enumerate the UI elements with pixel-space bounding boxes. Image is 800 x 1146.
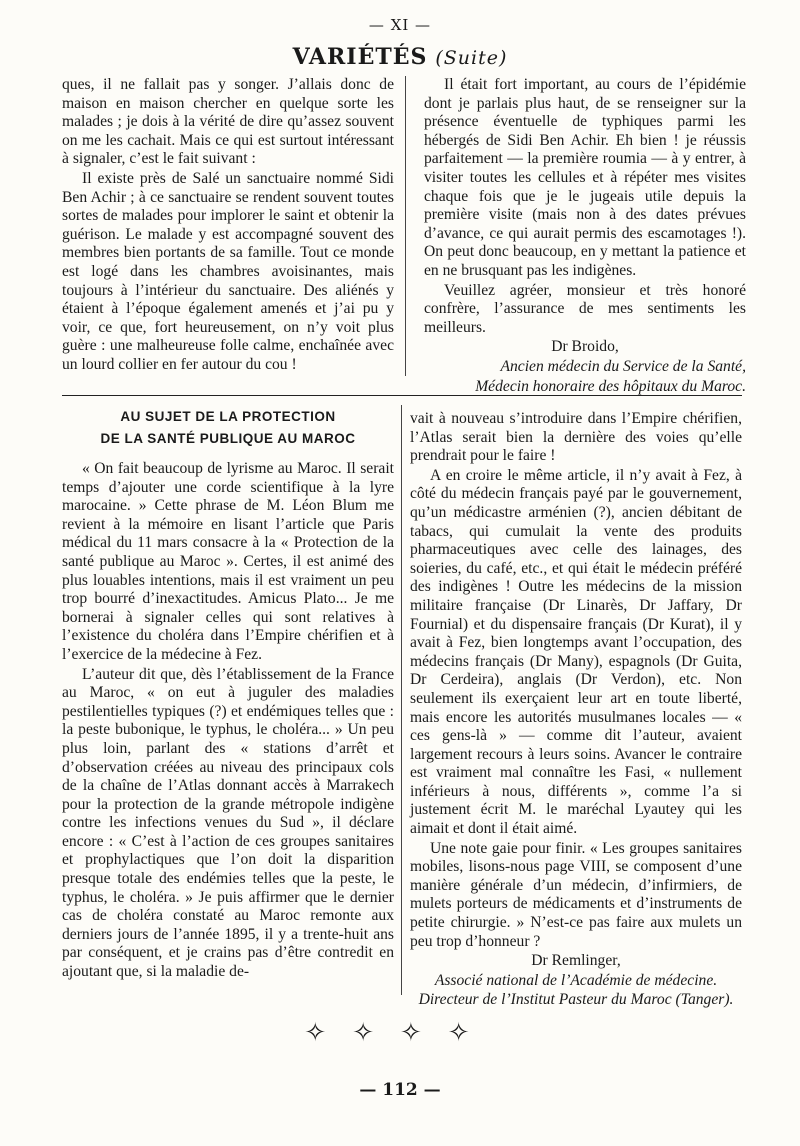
section-heading bbox=[0, 44, 800, 70]
horizontal-rule bbox=[62, 395, 742, 396]
column-divider bbox=[405, 76, 406, 376]
paragraph: ques, il ne fallait pas y songer. J’allais donc de maison en maison chercher en quelque sorte les malades ; je dois à la vérité de dire qu’assez souvent on me les cachait. Mais ce qui est surtout intéressant à signaler, c’est le fait suivant : bbox=[62, 76, 394, 168]
signature-title: Directeur de l’Institut Pasteur du Maroc (Tanger). bbox=[418, 991, 734, 1009]
paragraph: Veuillez agréer, monsieur et très honoré confrère, l’assurance de mes sentiments les meilleurs. bbox=[424, 281, 746, 336]
paragraph: vait à nouveau s’introduire dans l’Empire chérifien, l’Atlas serait bien la dernière des voies qu’elle prendrait pour le faire ! bbox=[410, 410, 742, 465]
signature: Dr Remlinger, bbox=[531, 952, 621, 970]
page-number: — 112 — bbox=[359, 1080, 441, 1100]
ornament-divider: ✧✧✧✧ bbox=[304, 1018, 496, 1048]
paragraph: « On fait beaucoup de lyrisme au Maroc. Il serait temps d’ajouter une corde scientifique à la lyre marocaine. » Cette phrase de M. Léon Blum me revient à la mémoire en lisant l’article que Paris médical du 11 mars consacre à la « Protection de la santé publique au Maroc ». Certes, il est animé des plus louables intentions, mais il est vraiment un peu trop bourré d’inexactitudes. Amicus Plato... Je me bornerai à signaler celles qui sont relatives à l’existence du choléra dans l’Empire chérifien et à l’exercice de la médecine à Fez. bbox=[62, 460, 394, 663]
paragraph: A en croire le même article, il n’y avait à Fez, à côté du médecin français payé par le gouvernement, qu’un médicastre arménien (?), ancien débitant de tabacs, qui cumulait la vente des produits pharmaceutiques avec celle des lainages, des soieries, du café, etc., et qui était le médecin préféré des indigènes ! Outre les médecins de la mission militaire française (Dr Linarès, Dr Jaffary, Dr Fournial) et du dispensaire français (Dr Kurat), il y avait à Fez, bien longtemps avant l’occupation, des médecins français (Dr Many), espagnols (Dr Guita, Dr Cerdeira), anglais (Dr Verdon), etc. Non seulement ils exerçaient leur art en toute liberté, mais encore les autorités musulmanes locales — « ces gens-là » — comme dit l’auteur, avaient largement recours à leurs soins. Avancer le contraire est vraiment mal connaître les Fasi, « nullement inférieurs à nous, différents », comme l’a si justement écrit M. le maréchal Lyautey qui les aimait et dont il était aimé. bbox=[410, 466, 742, 838]
heading-suite: (Suite) bbox=[435, 47, 508, 69]
article-title-line: AU SUJET DE LA PROTECTION bbox=[120, 409, 336, 424]
signature-title: Ancien médecin du Service de la Santé, bbox=[500, 357, 746, 375]
paragraph: Il existe près de Salé un sanctuaire nommé Sidi Ben Achir ; à ce sanctuaire se rendent souvent toutes sortes de malades pour implorer le saint et obtenir la guérison. Le malade y est accompagné souvent des membres bien portants de sa famille. Tout ce monde est logé dans les chambres avoisinantes, mais toujours à l’intérieur du sanctuaire. Des aliénés y étaient à l’époque également amenés et j’ai pu y voir, ce que, fort heureusement, on n’y voit plus guère : une malheureuse folle calme, enchaînée avec un lourd collier en fer autour du cou ! bbox=[62, 169, 394, 373]
heading-title: VARIÉTÉS bbox=[292, 44, 428, 70]
article-title bbox=[62, 406, 394, 450]
paragraph: L’auteur dit que, dès l’établissement de la France au Maroc, « on eut à juguler des maladies pestilentielles typiques (?) et endémiques telles que : la peste bubonique, le typhus, le choléra... » Un peu plus loin, parlant des « stations d’arrêt et d’observation créées au niveau des principaux cols de la chaîne de l’Atlas donnant accès à Marrakech pour la protection de la grande métropole indigène contre les infections venues du Sud », il déclare encore : « C’est à l’action de ces groupes sanitaires et prophylactiques que l’on doit la disparition presque totale des endémies telles que la peste, le typhus, le choléra. » Je puis affirmer que le dernier cas de choléra constaté au Maroc remonte aux derniers jours de l’année 1895, il y a trente-huit ans par conséquent, et je crains pas d’être contredit en ajoutant que, si la maladie de- bbox=[62, 665, 394, 981]
roman-page-number: — XI — bbox=[368, 16, 432, 34]
paragraph: Une note gaie pour finir. « Les groupes sanitaires mobiles, lisons-nous page VIII, se composent d’une manière générale d’un médecin, d’infirmiers, de mulets porteurs de médicaments et d’instruments de petite chirurgie. » N’est-ce pas faire aux mulets un peu trop d’honneur ? bbox=[410, 839, 742, 950]
article-right-column bbox=[410, 410, 742, 1011]
top-right-column bbox=[424, 76, 746, 397]
article-title-line: DE LA SANTÉ PUBLIQUE AU MAROC bbox=[100, 431, 356, 446]
signature-title: Médecin honoraire des hôpitaux du Maroc. bbox=[475, 377, 746, 395]
paragraph: Il était fort important, au cours de l’épidémie dont je parlais plus haut, de se renseigner sur la présence éventuelle de typhiques parmi les hébergés de Sidi Ben Achir. Eh bien ! je réussis parfaitement — la première roumia — à y entrer, à visiter toutes les cellules et à répéter mes visites chaque fois que je le jugeais utile depuis la première visite (mais non à des dates prévues d’avance, ce qui aurait permis des escamotages !). On peut donc beaucoup, en y mettant la patience et en ne brusquant pas les indigènes. bbox=[424, 76, 746, 279]
signature: Dr Broido, bbox=[551, 338, 619, 356]
column-divider bbox=[401, 405, 402, 995]
article-left-column bbox=[62, 406, 394, 983]
signature-title: Associé national de l’Académie de médecine. bbox=[434, 971, 718, 989]
top-left-column bbox=[62, 76, 394, 376]
